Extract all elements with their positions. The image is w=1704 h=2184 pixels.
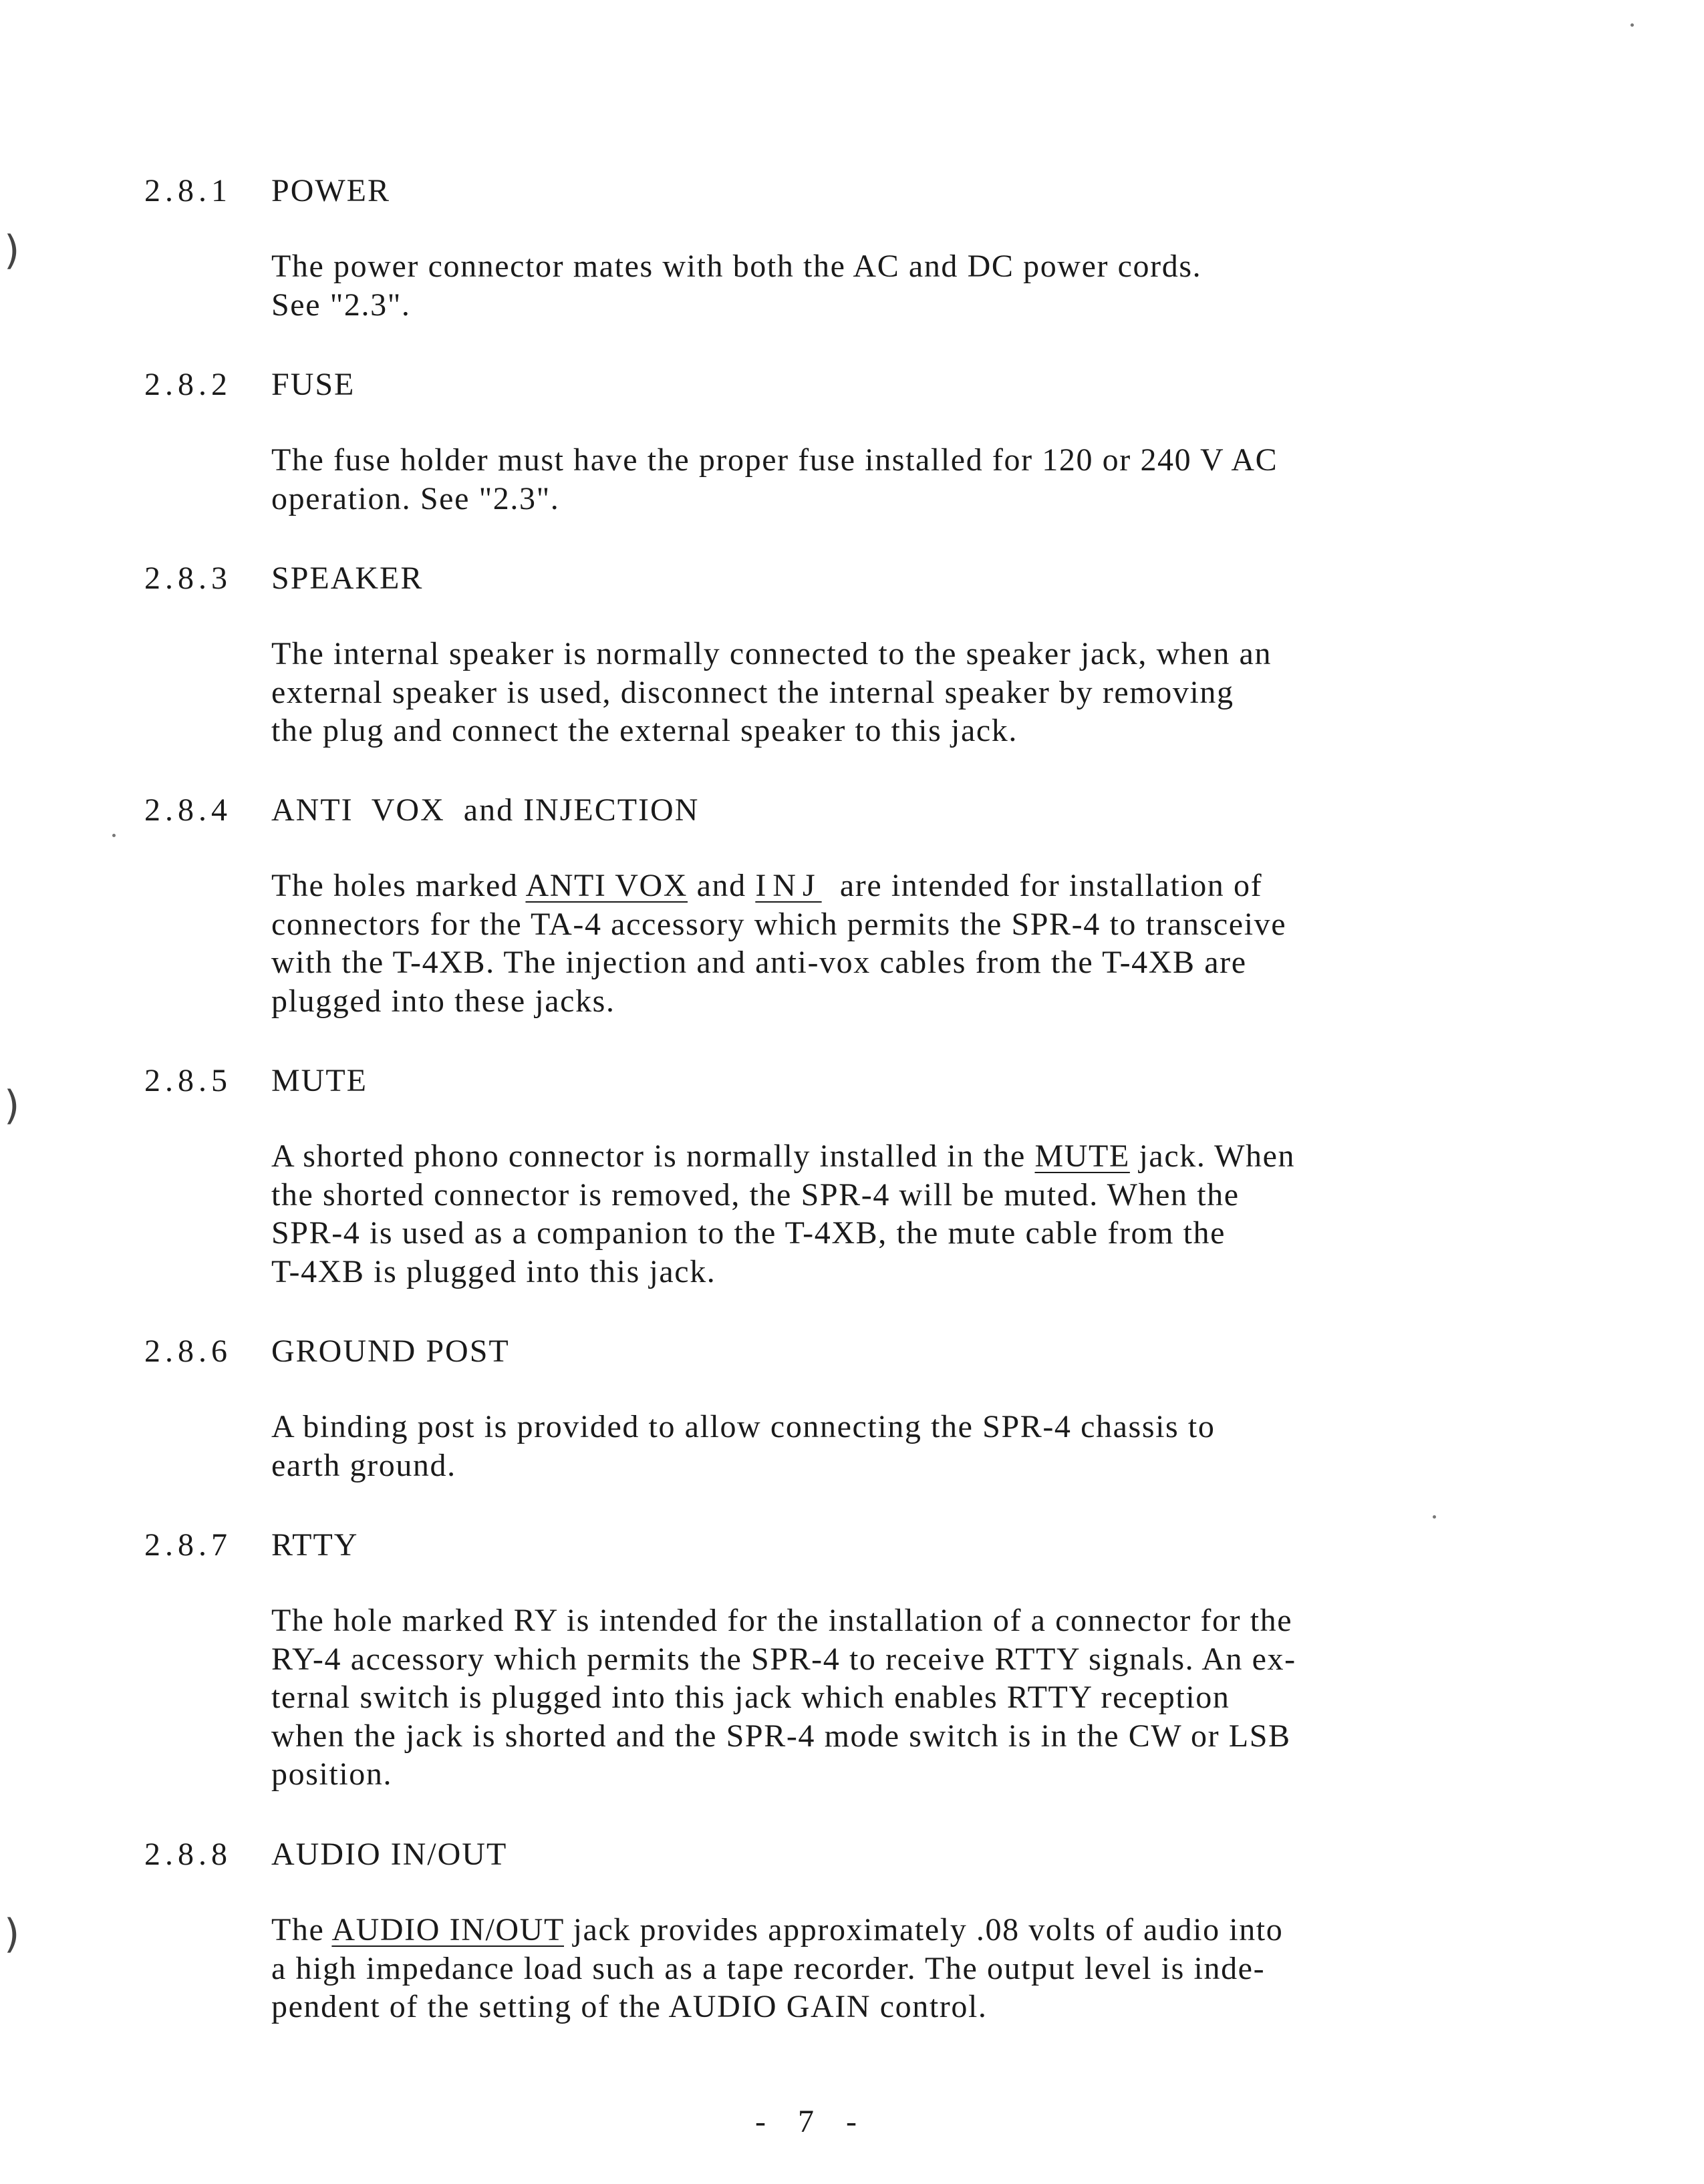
body-line: with the T-4XB. The injection and anti-vox cables from the T-4XB are (271, 945, 1247, 980)
body-line: RY-4 accessory which permits the SPR-4 to receive RTTY signals. An ex- (271, 1641, 1296, 1677)
body-text: A shorted phono connector is normally installed in the (271, 1138, 1035, 1174)
label-audio-in-out: AUDIO IN/OUT (331, 1912, 564, 1947)
body-line: A binding post is provided to allow connecting the SPR-4 chassis to (271, 1409, 1216, 1444)
scan-speck (1433, 1515, 1436, 1519)
section-heading (144, 559, 1548, 599)
body-line: The internal speaker is normally connected to the speaker jack, when an (271, 636, 1272, 671)
section-title: POWER (271, 173, 390, 208)
section-number: 2.8.3 (144, 561, 232, 596)
section-heading (144, 790, 1548, 830)
section-2-8-5 (144, 1061, 1548, 1291)
body-line: The hole marked RY is intended for the installation of a connector for the (271, 1603, 1293, 1638)
body-line: a high impedance load such as a tape recorder. The output level is inde- (271, 1950, 1266, 1986)
body-line (271, 1137, 1554, 1176)
section-body (271, 247, 1554, 324)
section-number: 2.8.2 (144, 367, 232, 402)
section-number: 2.8.7 (144, 1527, 232, 1563)
body-text: jack provides approximately .08 volts of audio into (564, 1912, 1284, 1947)
label-anti-vox: ANTI VOX (525, 868, 688, 903)
section-2-8-2 (144, 365, 1548, 518)
section-body (271, 867, 1554, 1020)
body-line: The fuse holder must have the proper fuse installed for 120 or 240 V AC (271, 442, 1278, 478)
body-line: position. (271, 1756, 393, 1792)
body-line: pendent of the setting of the AUDIO GAIN control. (271, 1989, 988, 2024)
section-2-8-8 (144, 1835, 1548, 2026)
section-heading (144, 365, 1548, 405)
label-inj: INJ (755, 868, 822, 903)
section-body (271, 441, 1554, 518)
section-body (271, 1601, 1554, 1794)
body-line: T-4XB is plugged into this jack. (271, 1253, 716, 1289)
section-title: AUDIO IN/OUT (271, 1837, 508, 1872)
section-heading (144, 1525, 1548, 1565)
body-text: The holes marked (271, 868, 526, 903)
body-text: The (271, 1912, 332, 1947)
scan-mark: ) (4, 1082, 20, 1129)
body-line: ternal switch is plugged into this jack which enables RTTY reception (271, 1680, 1230, 1715)
section-heading (144, 1835, 1548, 1875)
section-2-8-7 (144, 1525, 1548, 1794)
section-number: 2.8.1 (144, 173, 232, 208)
body-line (271, 1911, 1554, 1949)
body-line: the plug and connect the external speaker to this jack. (271, 713, 1018, 748)
body-line: when the jack is shorted and the SPR-4 mode switch is in the CW or LSB (271, 1718, 1291, 1754)
scan-mark: ) (4, 227, 20, 274)
section-title: SPEAKER (271, 561, 424, 596)
section-body (271, 1408, 1554, 1485)
scan-speck (112, 834, 116, 837)
section-heading (144, 1061, 1548, 1101)
section-title: FUSE (271, 367, 356, 402)
body-line: connectors for the TA-4 accessory which permits the SPR-4 to transceive (271, 906, 1287, 942)
section-body (271, 635, 1554, 750)
section-2-8-1 (144, 171, 1548, 324)
section-title: RTTY (271, 1527, 359, 1563)
section-title: GROUND POST (271, 1334, 510, 1369)
section-heading (144, 171, 1548, 211)
section-2-8-6 (144, 1332, 1548, 1485)
body-text: jack. When (1129, 1138, 1296, 1174)
section-body (271, 1911, 1554, 2026)
section-title: MUTE (271, 1063, 368, 1098)
label-mute: MUTE (1034, 1138, 1130, 1174)
body-line: the shorted connector is removed, the SPR-4 will be muted. When the (271, 1177, 1240, 1213)
body-line: See "2.3". (271, 287, 411, 323)
body-line (271, 867, 1554, 905)
section-number: 2.8.4 (144, 792, 232, 828)
body-line: earth ground. (271, 1447, 456, 1483)
body-line: external speaker is used, disconnect the internal speaker by removing (271, 674, 1234, 710)
body-text: and (688, 868, 756, 903)
section-number: 2.8.8 (144, 1837, 232, 1872)
section-title: ANTI VOX and INJECTION (271, 792, 700, 828)
section-number: 2.8.5 (144, 1063, 232, 1098)
scan-mark: ) (4, 1911, 20, 1958)
body-line: plugged into these jacks. (271, 983, 615, 1019)
section-heading (144, 1332, 1548, 1372)
body-line: The power connector mates with both the AC and DC power cords. (271, 249, 1202, 284)
body-line: SPR-4 is used as a companion to the T-4XB, the mute cable from the (271, 1215, 1226, 1251)
section-2-8-4 (144, 790, 1548, 1020)
page-number: - 7 - (755, 2104, 869, 2139)
section-number: 2.8.6 (144, 1334, 232, 1369)
body-line: operation. See "2.3". (271, 480, 560, 516)
body-text: are intended for installation of (821, 868, 1263, 903)
section-body (271, 1137, 1554, 1291)
section-2-8-3 (144, 559, 1548, 750)
scan-speck (1630, 23, 1634, 27)
